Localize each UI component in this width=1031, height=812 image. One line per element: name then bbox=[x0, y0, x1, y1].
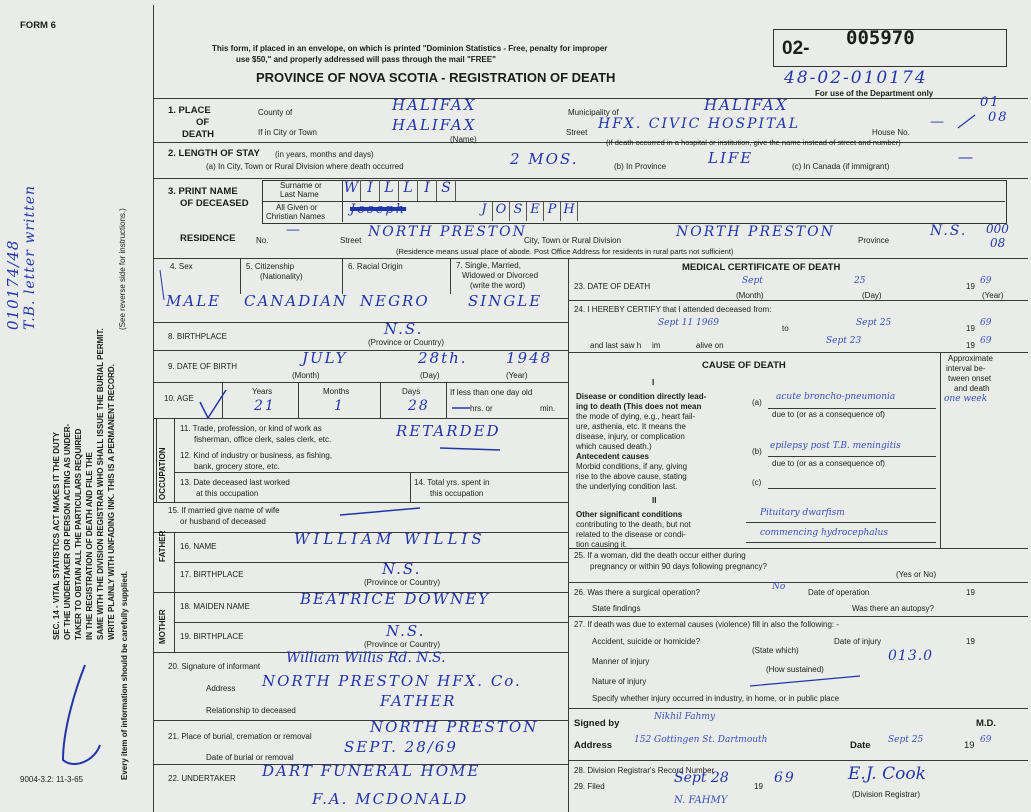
surname-letter: L bbox=[380, 180, 399, 201]
city-name-caption: (Name) bbox=[450, 135, 477, 144]
relationship-label: Relationship to deceased bbox=[206, 706, 296, 715]
dod-year-caption: (Year) bbox=[982, 291, 1004, 300]
mother-side-label: MOTHER bbox=[158, 609, 167, 644]
q26-label: 26. Was there a surgical operation? bbox=[574, 588, 700, 597]
dod-month: Sept bbox=[742, 276, 763, 286]
signed-date-label: Date bbox=[850, 740, 871, 751]
racial-label: 6. Racial Origin bbox=[348, 262, 403, 271]
cause-c-label: (c) bbox=[752, 478, 762, 487]
other-line-3: related to the disease or condi- bbox=[576, 530, 686, 539]
city-value: HALIFAX bbox=[392, 116, 477, 134]
q25-caption: (Yes or No) bbox=[896, 570, 937, 579]
given-letter: E bbox=[527, 202, 544, 221]
surname-letter: W bbox=[342, 180, 361, 201]
q27-date-injury-label: Date of injury bbox=[834, 637, 882, 646]
cause-a-value: acute broncho-pneumonia bbox=[776, 392, 896, 402]
min-label: min. bbox=[540, 404, 556, 413]
q27-accident-label: Accident, suicide or homicide? bbox=[592, 637, 701, 646]
antecedent-line-3: rise to the above cause, stating bbox=[576, 472, 687, 481]
residence-no-label: No. bbox=[256, 236, 269, 245]
house-label: House No. bbox=[872, 128, 910, 137]
place-label-1: 1. PLACE bbox=[168, 105, 211, 116]
residence-label: RESIDENCE bbox=[180, 233, 236, 244]
other-line-2: contributing to the death, but not bbox=[576, 520, 691, 529]
legal-line-6: WRITE PLAINLY WITH UNFADING INK. THIS IS A PERMANENT RECORD. bbox=[107, 364, 116, 640]
racial-value: NEGRO bbox=[360, 292, 430, 310]
mother-birthplace: N.S. bbox=[386, 622, 426, 640]
given-letter: J bbox=[476, 202, 493, 221]
age-label: 10. AGE bbox=[164, 394, 194, 403]
stay-c-label: (c) In Canada (if immigrant) bbox=[792, 162, 890, 171]
city-label: If in City or Town bbox=[258, 128, 317, 137]
given-letter: S bbox=[510, 202, 527, 221]
due-to-a: due to (or as a consequence of) bbox=[772, 410, 885, 419]
residence-code-2: 08 bbox=[990, 236, 1006, 250]
dod-month-caption: (Month) bbox=[736, 291, 764, 300]
father-side-label: FATHER bbox=[158, 530, 167, 562]
other-line-1: Other significant conditions bbox=[576, 510, 683, 519]
burial-date-label: Date of burial or removal bbox=[206, 753, 294, 762]
filed-century: 19 bbox=[754, 782, 763, 791]
hrs-label: hrs. or bbox=[470, 404, 493, 413]
careful-note: Every item of information should be carefully supplied. bbox=[120, 571, 129, 780]
interval-label-3: tween onset bbox=[948, 374, 992, 383]
last-saw-century: 19 bbox=[966, 341, 975, 350]
signed-year: 69 bbox=[980, 735, 992, 745]
father-birthplace-caption: (Province or Country) bbox=[364, 578, 441, 587]
disease-line-3: the mode of dying, e.g., heart fail- bbox=[576, 412, 696, 421]
medical-title: MEDICAL CERTIFICATE OF DEATH bbox=[682, 262, 841, 273]
municipality-label: Municipality of bbox=[568, 108, 619, 117]
filed-label: 29. Filed bbox=[574, 782, 605, 791]
disease-line-5: disease, injury, or complication bbox=[576, 432, 685, 441]
q27-industry-label: Specify whether injury occurred in industry, in home, or in public place bbox=[592, 694, 840, 703]
relationship-value: FATHER bbox=[380, 692, 457, 710]
surname-letter: L bbox=[399, 180, 418, 201]
interval-label-4: and death bbox=[954, 384, 990, 393]
q25-label-2: pregnancy or within 90 days following pregnancy? bbox=[590, 562, 767, 571]
citizenship-sub: (Nationality) bbox=[260, 272, 303, 281]
legal-line-1: SEC. 14 - VITAL STATISTICS ACT MAKES IT THE DUTY bbox=[52, 431, 61, 640]
mother-maiden: BEATRICE DOWNEY bbox=[300, 590, 491, 608]
county-label: County of bbox=[258, 108, 293, 117]
q27-century: 19 bbox=[966, 637, 975, 646]
dob-day: 28th. bbox=[418, 349, 468, 367]
marital-label-3: (write the word) bbox=[470, 281, 526, 290]
q27-label: 27. If death was due to external causes (violence) fill in also the following: - bbox=[574, 620, 840, 629]
sex-value: MALE bbox=[166, 292, 222, 310]
q27-manner-value: 013.0 bbox=[888, 648, 934, 664]
years-label: Years bbox=[252, 387, 273, 396]
citizenship-value: CANADIAN bbox=[244, 292, 349, 310]
undertaker-label: 22. UNDERTAKER bbox=[168, 774, 236, 783]
dob-month: JULY bbox=[302, 349, 348, 367]
total-years-label-2: this occupation bbox=[430, 489, 484, 498]
dod-century: 19 bbox=[966, 282, 975, 291]
physician-stamp: N. FAHMY bbox=[674, 795, 728, 806]
place-label-3: DEATH bbox=[182, 129, 215, 140]
last-saw-label: and last saw h bbox=[590, 341, 642, 350]
age-months: 1 bbox=[334, 398, 345, 414]
roman-1: I bbox=[652, 378, 655, 387]
trade-label-1: 11. Trade, profession, or kind of work as bbox=[180, 424, 322, 433]
surname-letter: S bbox=[437, 180, 456, 201]
given-letter: H bbox=[561, 202, 578, 221]
undertaker-value: DART FUNERAL HOME bbox=[262, 762, 481, 780]
spouse-label-2: or husband of deceased bbox=[180, 517, 266, 526]
dob-day-caption: (Day) bbox=[420, 371, 440, 380]
dod-day: 25 bbox=[854, 276, 866, 286]
margin-handwritten-number: 010174/48 bbox=[4, 239, 22, 330]
stay-label: 2. LENGTH OF STAY bbox=[168, 148, 260, 159]
dob-month-caption: (Month) bbox=[292, 371, 320, 380]
signed-date: Sept 25 bbox=[888, 735, 924, 745]
house-value: — bbox=[930, 114, 946, 130]
due-to-b: due to (or as a consequence of) bbox=[772, 459, 885, 468]
q26-findings-label: State findings bbox=[592, 604, 641, 613]
days-label: Days bbox=[402, 387, 421, 396]
surname-letter: I bbox=[361, 180, 380, 201]
registration-prefix: 02- bbox=[782, 38, 810, 59]
trade-value: RETARDED bbox=[396, 422, 501, 440]
father-birthplace: N.S. bbox=[382, 560, 422, 578]
record-label: 28. Division Registrar's Record Number bbox=[574, 766, 715, 775]
industry-label-2: bank, grocery store, etc. bbox=[194, 462, 280, 471]
age-years: 21 bbox=[254, 398, 276, 414]
registration-number: 005970 bbox=[846, 27, 915, 49]
stay-b-label: (b) In Province bbox=[614, 162, 667, 171]
birthplace-value: N.S. bbox=[384, 320, 424, 338]
name-label-2: OF DECEASED bbox=[180, 198, 249, 209]
citizenship-label: 5. Citizenship bbox=[246, 262, 295, 271]
stay-a-label: (a) In City, Town or Rural Division where death occurred bbox=[206, 162, 404, 171]
marital-label-2: Widowed or Divorced bbox=[462, 271, 539, 280]
given-label-1: All Given or bbox=[276, 203, 318, 212]
birthplace-caption: (Province or Country) bbox=[368, 338, 445, 347]
legal-line-2: OF THE UNDERTAKER OR PERSON ACTING AS UNDER- bbox=[63, 423, 72, 640]
date-worked-label-1: 13. Date deceased last worked bbox=[180, 478, 290, 487]
department-note: For use of the Department only bbox=[815, 89, 934, 98]
q26-century: 19 bbox=[966, 588, 975, 597]
last-saw-year: 69 bbox=[980, 336, 992, 346]
q25-label-1: 25. If a woman, did the death occur either during bbox=[574, 551, 746, 560]
surname-letter: I bbox=[418, 180, 437, 201]
mail-note-1: This form, if placed in an envelope, on which is printed "Dominion Statistics - Free, penalty for improper bbox=[212, 44, 608, 53]
disease-line-2: ing to death (This does not mean bbox=[576, 402, 702, 411]
stay-detail: (in years, months and days) bbox=[275, 150, 374, 159]
given-name-struck: Joseph bbox=[350, 202, 407, 217]
residence-code-1: 000 bbox=[986, 222, 1009, 236]
months-label: Months bbox=[323, 387, 350, 396]
antecedent-line-1: Antecedent causes bbox=[576, 452, 649, 461]
marital-label-1: 7. Single, Married, bbox=[456, 261, 521, 270]
spouse-label-1: 15. If married give name of wife bbox=[168, 506, 280, 515]
informant-signature: William Willis Rd. N.S. bbox=[286, 650, 446, 666]
last-saw-date: Sept 23 bbox=[826, 336, 862, 346]
residence-note: (Residence means usual place of abode. Post Office Address for residents in rural parts not sufficient) bbox=[396, 247, 734, 256]
residence-city: NORTH PRESTON bbox=[676, 224, 835, 240]
mother-birthplace-caption: (Province or Country) bbox=[364, 640, 441, 649]
cause-title: CAUSE OF DEATH bbox=[702, 360, 786, 371]
reverse-note: (See reverse side for instructions.) bbox=[118, 208, 127, 330]
dod-year: 69 bbox=[980, 276, 992, 286]
mail-note-2: use $50," and properly addressed will pass through the mail "FREE" bbox=[236, 55, 496, 64]
residence-province: N.S. bbox=[930, 223, 968, 239]
legal-line-4: IN THE REGISTRATION OF DEATH AND FILE THE bbox=[85, 452, 94, 640]
q26-value: No bbox=[772, 582, 786, 592]
undertaker-value-2: F.A. MCDONALD bbox=[312, 790, 469, 808]
signed-label: Signed by bbox=[574, 718, 620, 729]
q26-autopsy-label: Was there an autopsy? bbox=[852, 604, 934, 613]
q27-manner-label: Manner of injury bbox=[592, 657, 650, 666]
dob-year: 1948 bbox=[506, 349, 553, 367]
place-label-2: OF bbox=[196, 117, 210, 128]
name-label-1: 3. PRINT NAME bbox=[168, 186, 238, 197]
margin-handwritten-note: T.B. letter written bbox=[22, 184, 38, 330]
last-saw-him-suffix: im bbox=[652, 341, 661, 350]
cause-b-value: epilepsy post T.B. meningitis bbox=[770, 441, 901, 451]
other-line-4: tion causing it. bbox=[576, 540, 628, 549]
given-letter: P bbox=[544, 202, 561, 221]
county-value: HALIFAX bbox=[392, 96, 477, 114]
dod-day-caption: (Day) bbox=[862, 291, 882, 300]
roman-2: II bbox=[652, 496, 657, 505]
dod-label: 23. DATE OF DEATH bbox=[574, 282, 651, 291]
interval-label-2: interval be- bbox=[946, 364, 986, 373]
attended-from: Sept 11 1969 bbox=[658, 318, 719, 328]
md-label: M.D. bbox=[976, 718, 997, 729]
mother-maiden-label: 18. MAIDEN NAME bbox=[180, 602, 250, 611]
informant-signature-label: 20. Signature of informant bbox=[168, 662, 261, 671]
residence-province-label: Province bbox=[858, 236, 890, 245]
form-code: FORM 6 bbox=[20, 20, 56, 31]
signed-address: 152 Gottingen St. Dartmouth bbox=[634, 735, 768, 745]
father-name-label: 16. NAME bbox=[180, 542, 217, 551]
attended-to: Sept 25 bbox=[856, 318, 892, 328]
cause-a-label: (a) bbox=[752, 398, 762, 407]
place-note: (If death occurred in a hospital or institution, give the name instead of street and number) bbox=[606, 138, 901, 147]
marital-value: SINGLE bbox=[468, 292, 543, 310]
under-day-label: If less than one day old bbox=[450, 388, 533, 397]
stay-a-value: 2 MOS. bbox=[510, 150, 579, 168]
legal-line-5: SAME WITH THE DIVISION REGISTRAR WHO SHALL ISSUE THE BURIAL PERMIT. bbox=[96, 328, 105, 640]
informant-address-label: Address bbox=[206, 684, 236, 693]
attended-century: 19 bbox=[966, 324, 975, 333]
residence-street: NORTH PRESTON bbox=[368, 224, 527, 240]
other-value-2: commencing hydrocephalus bbox=[760, 528, 888, 538]
date-worked-label-2: at this occupation bbox=[196, 489, 259, 498]
street-value: HFX. CIVIC HOSPITAL bbox=[598, 116, 801, 132]
antecedent-line-4: the underlying condition last. bbox=[576, 482, 678, 491]
street-label: Street bbox=[566, 128, 588, 137]
signed-value: Nikhil Fahmy bbox=[654, 712, 716, 722]
birthplace-label: 8. BIRTHPLACE bbox=[168, 332, 227, 341]
father-name: WILLIAM WILLIS bbox=[294, 530, 486, 548]
given-letter: O bbox=[493, 202, 510, 221]
alive-label: alive on bbox=[696, 341, 724, 350]
stay-c-value: — bbox=[958, 148, 975, 166]
industry-label-1: 12. Kind of industry or business, as fishing, bbox=[180, 451, 333, 460]
attended-to-label: to bbox=[782, 324, 789, 333]
burial-place-label: 21. Place of burial, cremation or removal bbox=[168, 732, 312, 741]
disease-line-6: which caused death.) bbox=[576, 442, 652, 451]
registrar-caption: (Division Registrar) bbox=[852, 790, 921, 799]
filed-date: Sept 28 bbox=[674, 770, 729, 786]
cause-b-label: (b) bbox=[752, 447, 762, 456]
burial-place: NORTH PRESTON bbox=[370, 718, 539, 736]
occupation-side-label: OCCUPATION bbox=[158, 447, 167, 500]
trade-label-2: fisherman, office clerk, sales clerk, etc. bbox=[194, 435, 332, 444]
q27-state-which: (State which) bbox=[752, 646, 799, 655]
attended-to-year: 69 bbox=[980, 318, 992, 328]
dob-label: 9. DATE OF BIRTH bbox=[168, 362, 238, 371]
residence-no: — bbox=[286, 222, 302, 238]
stay-b-value: LIFE bbox=[708, 149, 754, 167]
residence-street-label: Street bbox=[340, 236, 362, 245]
attended-label: 24. I HEREBY CERTIFY that I attended deceased from: bbox=[574, 305, 772, 314]
disease-line-4: ure, asthenia, etc. It means the bbox=[576, 422, 686, 431]
age-days: 28 bbox=[408, 398, 430, 414]
legal-line-3: TAKER TO OBTAIN ALL THE PARTICULARS REQUIRED bbox=[74, 428, 83, 640]
burial-date: SEPT. 28/69 bbox=[344, 738, 458, 756]
father-birthplace-label: 17. BIRTHPLACE bbox=[180, 570, 244, 579]
municipality-value: HALIFAX bbox=[704, 96, 789, 114]
q27-nature-label: Nature of injury bbox=[592, 677, 647, 686]
signed-century: 19 bbox=[964, 740, 975, 751]
given-label-2: Christian Names bbox=[266, 212, 326, 221]
handwritten-registration-number: 48-02-010174 bbox=[784, 68, 928, 88]
mother-birthplace-label: 19. BIRTHPLACE bbox=[180, 632, 244, 641]
interval-label-1: Approximate bbox=[948, 354, 993, 363]
residence-city-label: City, Town or Rural Division bbox=[524, 236, 622, 245]
registrar-signature: E.J. Cook bbox=[848, 764, 926, 784]
dob-year-caption: (Year) bbox=[506, 371, 528, 380]
filed-year: 69 bbox=[774, 770, 796, 786]
place-code-2: 08 bbox=[988, 110, 1009, 125]
antecedent-line-2: Morbid conditions, if any, giving bbox=[576, 462, 688, 471]
surname-label-1: Surname or bbox=[280, 181, 322, 190]
disease-line-1: Disease or condition directly lead- bbox=[576, 392, 707, 401]
q26-date-label: Date of operation bbox=[808, 588, 870, 597]
cause-a-interval: one week bbox=[944, 394, 988, 404]
signed-address-label: Address bbox=[574, 740, 613, 751]
form-number: 9004-3.2: 11-3-65 bbox=[20, 775, 84, 784]
sex-label: 4. Sex bbox=[170, 262, 193, 271]
other-value-1: Pituitary dwarfism bbox=[760, 508, 845, 518]
place-code-1: 01 bbox=[980, 95, 1001, 110]
q27-how-sustained: (How sustained) bbox=[766, 665, 824, 674]
surname-label-2: Last Name bbox=[280, 190, 319, 199]
form-title: PROVINCE OF NOVA SCOTIA - REGISTRATION OF DEATH bbox=[256, 70, 616, 85]
informant-address: NORTH PRESTON HFX. Co. bbox=[262, 672, 522, 690]
total-years-label-1: 14. Total yrs. spent in bbox=[414, 478, 490, 487]
